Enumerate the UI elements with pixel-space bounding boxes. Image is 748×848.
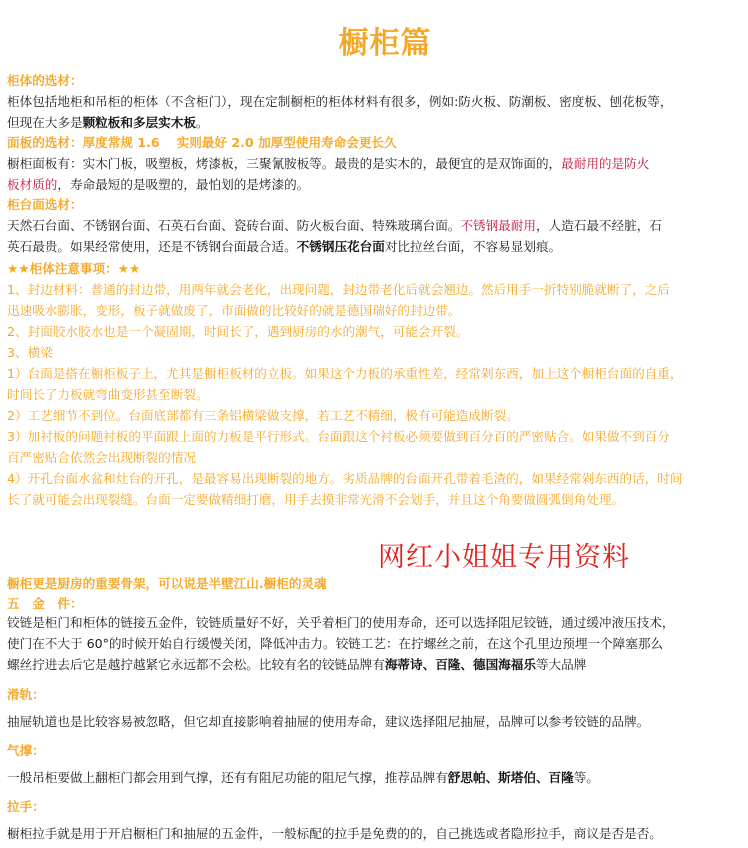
paragraph-line: 螺丝拧进去后它是越拧越紧它永远都不会松。比较有名的铰链品牌有海蒂诗、百隆、德国海福乐等大品牌 xyxy=(7,657,587,672)
page-title: 橱柜篇 xyxy=(338,26,432,61)
highlight-text: 板材质的 xyxy=(7,177,58,192)
emphasis-text: 海蒂诗、百隆、德国海福乐 xyxy=(384,657,536,672)
paragraph-line: 使门在不大于 60°的时候开始自行缓慢关闭，降低冲击力。铰链工艺：在拧螺丝之前，在这个孔里边预埋一个障塞那么 xyxy=(7,636,664,651)
section-heading-slide-rail: 滑轨： xyxy=(7,687,45,702)
paragraph-line: 长了就可能会出现裂缝。台面一定要做精细打磨，用手去摸非常光滑不会划手，并且这个角要做圆弧倒角处理。 xyxy=(7,492,625,507)
paragraph-line: 柜体包括地柜和吊柜的柜体（不含柜门），现在定制橱柜的柜体材料有很多，例如:防火板、防潮板、密度板、刨花板等， xyxy=(7,94,673,109)
paragraph-line: 1）台面是搭在橱柜板子上，尤其是橱柜板材的立板。如果这个力板的承重性差，经常剁东西，加上这个橱柜台面的自重， xyxy=(7,366,683,381)
section-heading-cabinet-notes: ★★柜体注意事项：★★ xyxy=(7,261,141,276)
section-subheading-hardware: 五 金 件： xyxy=(7,596,83,611)
paragraph-line: 迅速吸水膨胀，变形，板子就做废了，市面做的比较好的就是德国瑞好的封边带。 xyxy=(7,303,461,318)
emphasis-text: 舒思帕、斯塔伯、百隆 xyxy=(447,770,574,785)
section-heading-cabinet-material: 柜体的选材： xyxy=(7,73,83,88)
paragraph-line: 天然石台面、不锈钢台面、石英石台面、瓷砖台面、防火板台面、特殊玻璃台面。不锈钢最耐用，人造石最不经脏，石 xyxy=(7,218,662,233)
paragraph-line: 铰链是柜门和柜体的链接五金件，铰链质量好不好，关乎着柜门的使用寿命，还可以选择阻尼铰链，通过缓冲液压技术， xyxy=(7,615,675,630)
highlight-text: 最耐用的是防火 xyxy=(561,156,650,171)
paragraph-line: 1、封边材料：普通的封边带，用两年就会老化，出现问题，封边带老化后就会翘边。然后用手一折特别脆就断了，之后 xyxy=(7,282,670,297)
section-heading-countertop-material: 柜台面选材： xyxy=(7,197,83,212)
paragraph-line: 但现在大多是颗粒板和多层实木板。 xyxy=(7,115,209,130)
watermark-stamp-text: 网红小姐姐专用资料 xyxy=(378,542,630,573)
paragraph-line: 3、横梁 xyxy=(7,345,53,360)
paragraph-line: 时间长了力板就弯曲变形甚至断裂。 xyxy=(7,387,209,402)
section-heading-panel-material: 面板的选材：厚度常规 1.6 实则最好 2.0 加厚型使用寿命会更长久 xyxy=(7,135,397,150)
emphasis-text: 不锈钢压花台面 xyxy=(296,239,385,254)
highlight-text: 不锈钢最耐用 xyxy=(460,218,536,233)
star-icon: ★★ xyxy=(7,261,30,276)
paragraph-line: 英石最贵。如果经常使用，还是不锈钢台面最合适。不锈钢压花台面对比拉丝台面，不容易显划痕。 xyxy=(7,239,562,254)
paragraph-line: 2）工艺细节不到位。台面底部都有三条铝横梁做支撑，若工艺不精细，极有可能造成断裂。 xyxy=(7,408,519,423)
section-heading-handle: 拉手： xyxy=(7,799,45,814)
paragraph-line: 一般吊柜要做上翻柜门都会用到气撑，还有有阻尼功能的阻尼气撑，推荐品牌有舒思帕、斯塔伯、百隆等。 xyxy=(7,770,599,785)
section-heading-gas-strut: 气撑： xyxy=(7,743,45,758)
paragraph-line: 板材质的，寿命最短的是吸塑的，最怕划的是烤漆的。 xyxy=(7,177,310,192)
paragraph-line: 3）加衬板的问题衬板的平面跟上面的力板是平行形式。台面跟这个衬板必须要做到百分百的严密贴合。如果做不到百分 xyxy=(7,429,670,444)
paragraph-line: 橱柜面板有：实木门板，吸塑板，烤漆板，三聚氰胺板等。最贵的是实木的，最便宜的是双饰面的，最耐用的是防火 xyxy=(7,156,650,171)
section-heading-hardware-intro: 橱柜更是厨房的重要骨架，可以说是半壁江山.橱柜的灵魂 xyxy=(7,576,327,591)
paragraph-line: 4）开孔台面水盆和灶台的开孔，是最容易出现断裂的地方。劣质品牌的台面开孔带着毛渣的，如果经常剁东西的话，时间 xyxy=(7,471,683,486)
paragraph-line: 抽屉轨道也是比较容易被忽略，但它却直接影响着抽屉的使用寿命，建议选择阻尼抽屉，品牌可以参考铰链的品牌。 xyxy=(7,714,650,729)
paragraph-line: 橱柜拉手就是用于开启橱柜门和抽屉的五金件，一般标配的拉手是免费的的，自己挑选或者隐形拉手，商议是否是否。 xyxy=(7,826,662,841)
star-icon: ★★ xyxy=(117,261,141,276)
emphasis-text: 颗粒板和多层实木板 xyxy=(82,115,196,130)
paragraph-line: 2、封面胶水胶水也是一个凝固期，时间长了，遇到厨房的水的潮气，可能会开裂。 xyxy=(7,324,469,339)
paragraph-line: 百严密贴合依然会出现断裂的情况 xyxy=(7,450,196,465)
